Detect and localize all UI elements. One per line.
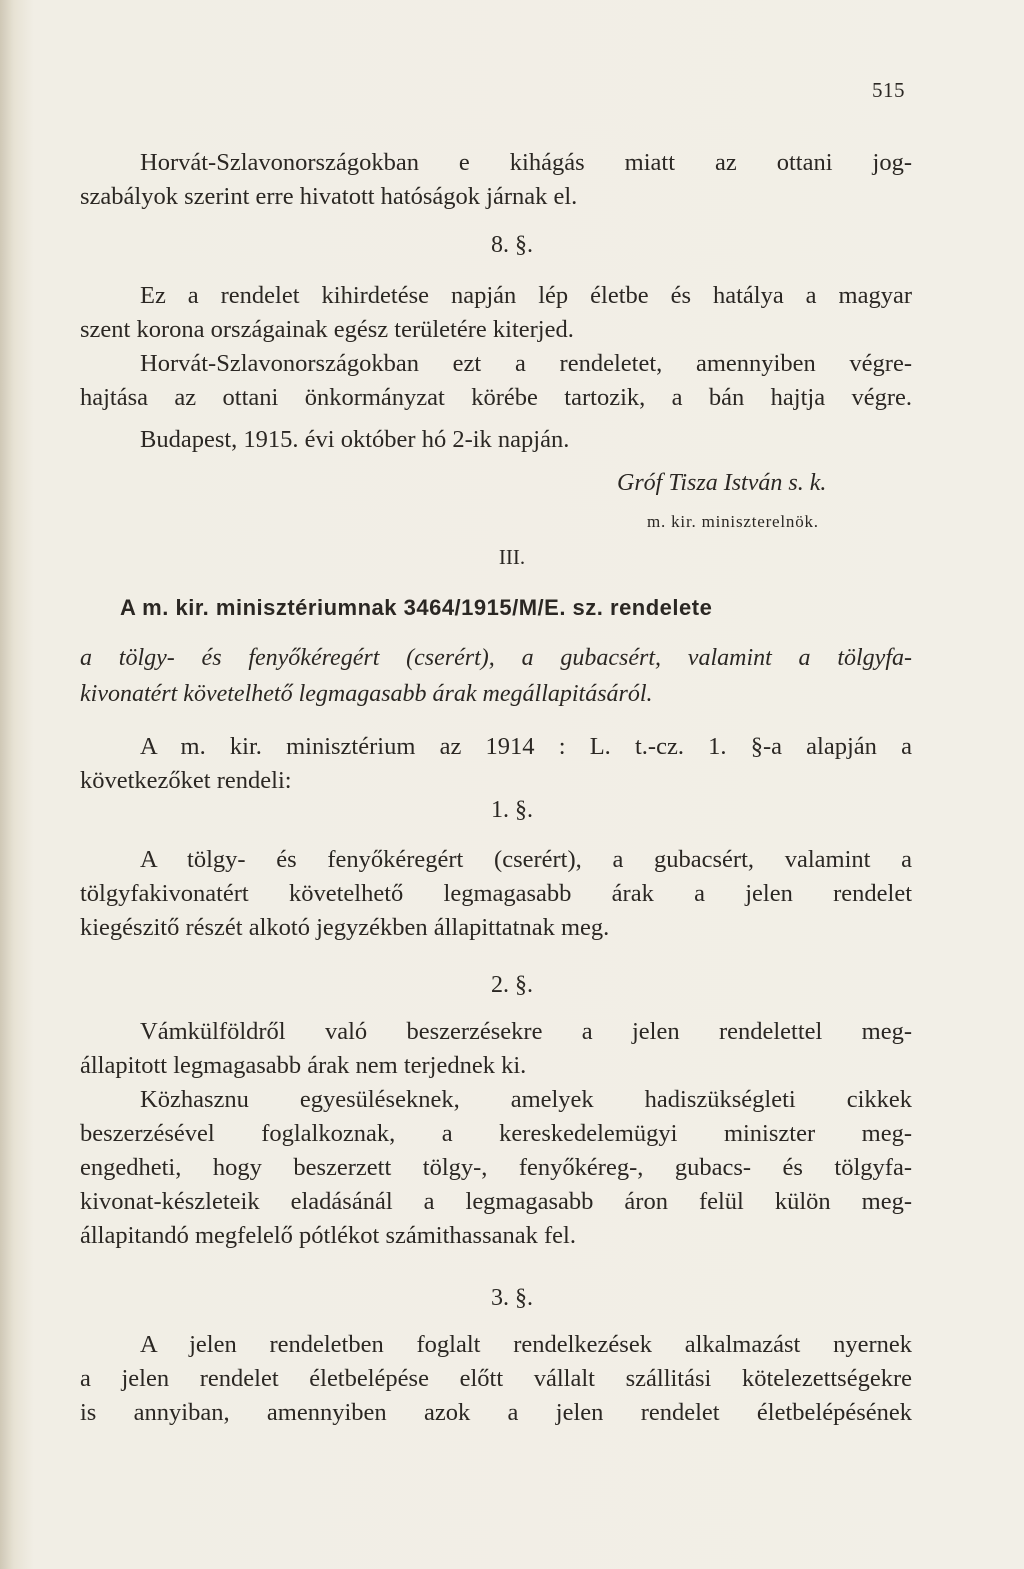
text-line: is annyiban, amennyiben azok a jelen rendelet életbelépésének — [80, 1399, 912, 1426]
signature-title: m. kir. miniszterelnök. — [647, 512, 819, 531]
text-line: beszerzésével foglalkoznak, a kereskedelemügyi miniszter meg- — [80, 1120, 912, 1147]
text-line: kiegészitő részét alkotó jegyzékben állapittatnak meg. — [80, 914, 610, 941]
section-heading-2: 2. §. — [491, 972, 533, 998]
section-roman-numeral: III. — [498, 545, 526, 569]
section-heading-3: 3. §. — [491, 1285, 533, 1311]
text-line: állapitott legmagasabb árak nem terjednek ki. — [80, 1052, 527, 1079]
paragraph-5 — [80, 843, 912, 945]
paragraph-4 — [80, 730, 912, 798]
paragraph-2 — [80, 279, 912, 415]
text-line: kivonat-készleteik eladásánál a legmagasabb áron felül külön meg- — [80, 1188, 912, 1215]
text-line: kivonatért követelhető legmagasabb árak megállapitásáról. — [80, 681, 653, 707]
paragraph-6 — [80, 1015, 912, 1253]
text-line: Vámkülföldről való beszerzésekre a jelen rendelettel meg- — [140, 1018, 912, 1045]
text-line: szabályok szerint erre hivatott hatóságok járnak el. — [80, 183, 578, 210]
text-line: következőket rendeli: — [80, 767, 292, 794]
text-line: Horvát-Szlavonországokban ezt a rendeletet, amennyiben végre- — [140, 350, 912, 377]
decree-heading: A m. kir. minisztériumnak 3464/1915/M/E. sz. rendelete — [120, 595, 713, 620]
text-line: engedheti, hogy beszerzett tölgy-, fenyőkéreg-, gubacs- és tölgyfa- — [80, 1154, 912, 1181]
text-line: Horvát-Szlavonországokban e kihágás miatt az ottani jog- — [140, 149, 912, 176]
text-line: A tölgy- és fenyőkéregért (cserért), a gubacsért, valamint a — [140, 846, 912, 873]
page-number: 515 — [872, 78, 905, 102]
signature: Gróf Tisza István s. k. — [617, 470, 827, 496]
text-line: Ez a rendelet kihirdetése napján lép életbe és hatálya a magyar — [140, 282, 912, 309]
text-line: tölgyfakivonatért követelhető legmagasabb árak a jelen rendelet — [80, 880, 912, 907]
decree-subtitle — [80, 640, 912, 712]
paragraph-1 — [80, 146, 912, 214]
text-line: Közhasznu egyesüléseknek, amelyek hadiszükségleti cikkek — [140, 1086, 912, 1113]
text-line: állapitandó megfelelő pótlékot számithassanak fel. — [80, 1222, 576, 1249]
text-line: Budapest, 1915. évi október hó 2-ik napján. — [140, 426, 570, 453]
date-line — [80, 423, 912, 457]
text-line: A m. kir. minisztérium az 1914 : L. t.-cz. 1. §-a alapján a — [140, 733, 912, 760]
text-line: szent korona országainak egész területére kiterjed. — [80, 316, 574, 343]
section-heading-1: 1. §. — [491, 797, 533, 823]
text-line: a jelen rendelet életbelépése előtt vállalt szállitási kötelezettségekre — [80, 1365, 912, 1392]
text-line: A jelen rendeletben foglalt rendelkezések alkalmazást nyernek — [140, 1331, 912, 1358]
paragraph-8 — [80, 1328, 912, 1430]
text-line: a tölgy- és fenyőkéregért (cserért), a gubacsért, valamint a tölgyfa- — [80, 645, 912, 671]
section-heading-8: 8. §. — [491, 232, 533, 258]
text-line: hajtása az ottani önkormányzat körébe tartozik, a bán hajtja végre. — [80, 384, 912, 411]
